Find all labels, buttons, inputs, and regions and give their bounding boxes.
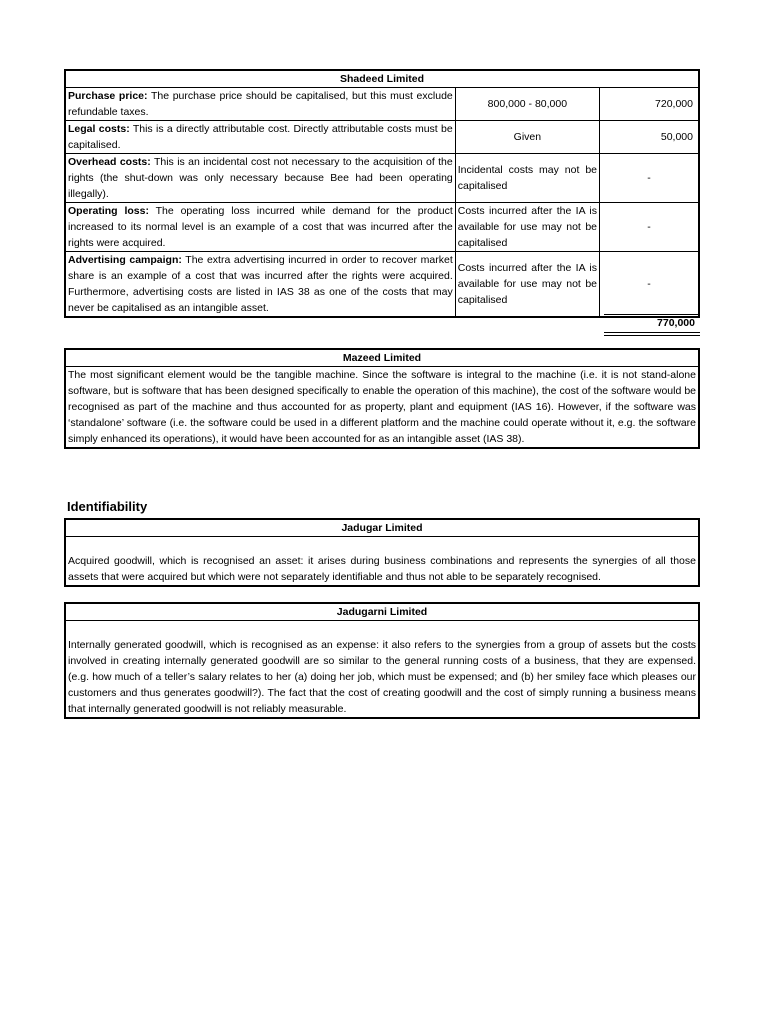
legal-costs-cell (65, 121, 455, 154)
amount-cell: - (600, 154, 699, 203)
mazeed-title: Mazeed Limited (65, 349, 699, 367)
table-row (65, 252, 699, 318)
total-double-rule (604, 335, 700, 336)
amount-cell: - (600, 252, 699, 318)
jadugar-box (64, 518, 700, 587)
row-label: Operating loss: (68, 205, 149, 217)
basis-cell: Costs incurred after the IA is available for use may not be capitalised (455, 203, 599, 252)
mazeed-text: The most significant element would be the tangible machine. Since the software is integral to the machine (i.e. it is not stand-alone software, but is software that has been designed specifically to enable the operation of this machine), the cost of the software would be recognised as part of the machine and thus accounted for as property, plant and equipment (IAS 16). However, if the software was ‘standalone’ software (i.e. the software could be used in a different platform and the machine could operate without it, e.g. the software simply enhanced its operations), it would have been accounted for as an intangible asset (IAS 38). (65, 367, 699, 449)
total-double-rule (604, 332, 700, 333)
table-row (65, 88, 699, 121)
row-text: This is an incidental cost not necessary to the acquisition of the rights (the shut-down was only necessary because Bee had been operating illegally). (68, 156, 453, 200)
shadeed-total (604, 314, 700, 336)
mazeed-box (64, 348, 700, 449)
identifiability-heading: Identifiability (67, 499, 148, 514)
jadugarni-text: Internally generated goodwill, which is recognised as an expense: it also refers to the synergies from a group of assets but the costs involved in creating internally generated goodwill are so similar to the general running costs of a business, that they are expensed. (e.g. how much of a teller’s salary relates to her (a) doing her job, which must be expensed; and (b) her smiley face which pleases our customers and thus generates goodwill?). The fact that the cost of creating goodwill and the cost of simply running a business means that internally generated goodwill is not reliably measurable. (65, 621, 699, 719)
purchase-price-cell (65, 88, 455, 121)
basis-cell: Given (455, 121, 599, 154)
row-label: Legal costs: (68, 123, 130, 135)
row-label: Overhead costs: (68, 156, 151, 168)
advertising-campaign-cell (65, 252, 455, 318)
row-label: Advertising campaign: (68, 254, 182, 266)
row-text: The purchase price should be capitalised, but this must exclude refundable taxes. (68, 90, 453, 118)
table-row (65, 203, 699, 252)
operating-loss-cell (65, 203, 455, 252)
row-text: This is a directly attributable cost. Directly attributable costs must be capitalised. (68, 123, 453, 151)
row-label: Purchase price: (68, 90, 148, 102)
basis-cell: Costs incurred after the IA is available for use may not be capitalised (455, 252, 599, 318)
jadugar-title: Jadugar Limited (65, 519, 699, 537)
basis-cell: 800,000 - 80,000 (455, 88, 599, 121)
total-value: 770,000 (657, 317, 695, 329)
row-text: The extra advertising incurred in order to recover market share is an example of a cost that was incurred after the rights were acquired. Furthermore, advertising costs are listed in IAS 38 as one of the costs that may never be capitalised as an intangible asset. (68, 254, 453, 314)
amount-cell: 720,000 (600, 88, 699, 121)
amount-cell: - (600, 203, 699, 252)
basis-cell: Incidental costs may not be capitalised (455, 154, 599, 203)
jadugarni-box (64, 602, 700, 719)
row-text: The operating loss incurred while demand for the product increased to its normal level is an example of a cost that was incurred after the rights were acquired. (68, 205, 453, 249)
table-row (65, 121, 699, 154)
jadugarni-title: Jadugarni Limited (65, 603, 699, 621)
shadeed-title: Shadeed Limited (65, 70, 699, 88)
overhead-costs-cell (65, 154, 455, 203)
amount-cell: 50,000 (600, 121, 699, 154)
table-row (65, 154, 699, 203)
shadeed-table (64, 69, 700, 318)
jadugar-text: Acquired goodwill, which is recognised an asset: it arises during business combinations and represents the synergies of all those assets that were acquired but which were not separately identifiable and thus not able to be separately recognised. (65, 537, 699, 587)
